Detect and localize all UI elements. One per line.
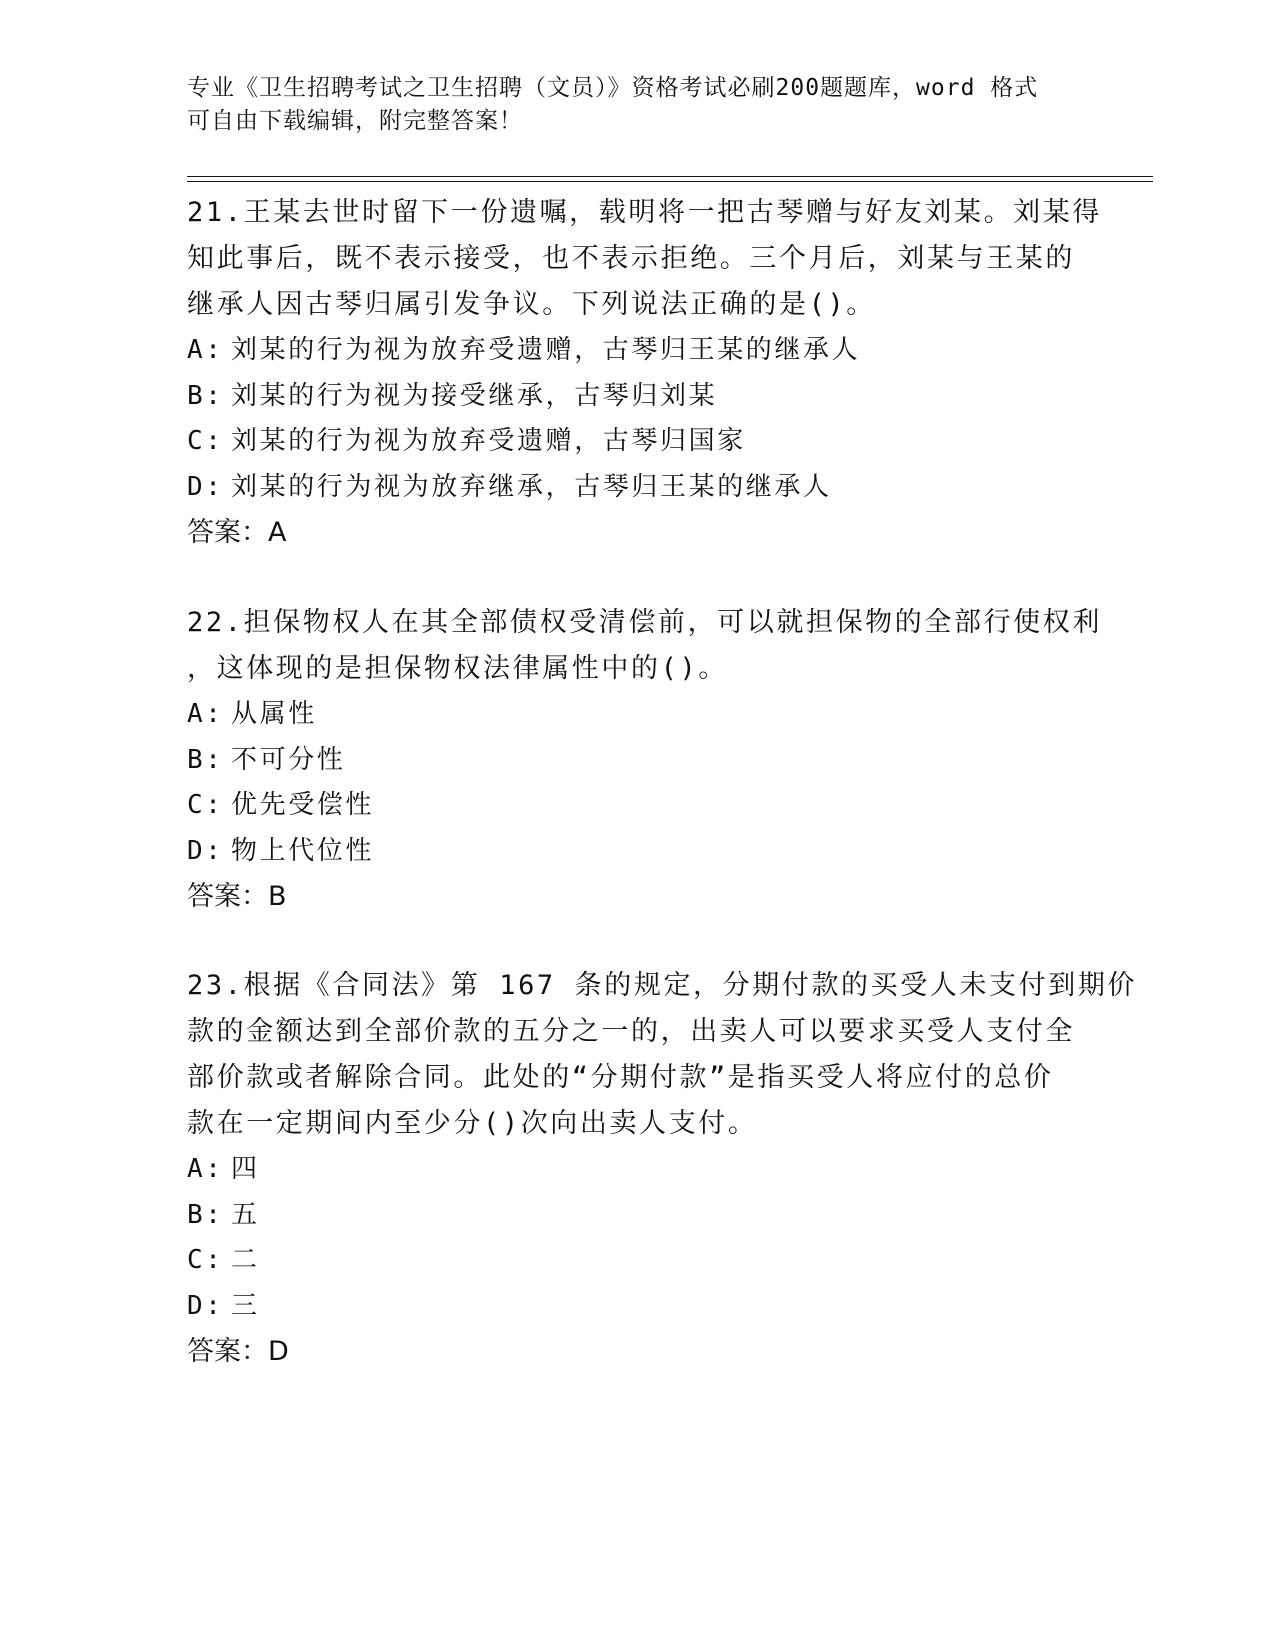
question-stem-line: 款在一定期间内至少分()次向出卖人支付。 — [187, 1108, 758, 1139]
option-text: 四 — [231, 1154, 260, 1184]
question-stem-line: 知此事后，既不表示接受，也不表示拒绝。三个月后，刘某与王某的 — [187, 243, 1075, 274]
option-c — [187, 1238, 1087, 1284]
option-key: C: — [187, 790, 224, 820]
question-stem-line: ，这体现的是担保物权法律属性中的()。 — [187, 653, 728, 684]
option-a — [187, 328, 1087, 374]
question-21 — [187, 190, 1102, 556]
option-a — [187, 1147, 1087, 1193]
option-key: C: — [187, 1245, 224, 1275]
header-divider-bottom — [187, 181, 1153, 182]
option-b — [187, 374, 1087, 420]
option-key: D: — [187, 1290, 224, 1321]
option-key: B: — [187, 744, 224, 775]
option-d — [187, 1284, 1087, 1330]
option-key: D: — [187, 471, 224, 502]
option-key: A: — [187, 699, 224, 729]
question-22 — [187, 600, 1102, 920]
question-stem-line: 款的金额达到全部价款的五分之一的，出卖人可以要求买受人支付全 — [187, 1016, 1075, 1047]
option-text: 二 — [231, 1245, 260, 1275]
option-text: 从属性 — [231, 699, 317, 729]
question-stem-line: 21.王某去世时留下一份遗嘱，载明将一把古琴赠与好友刘某。刘某得 — [187, 197, 1102, 228]
option-text: 优先受偿性 — [231, 790, 375, 820]
header-title-line-1: 专业《卫生招聘考试之卫生招聘（文员）》资格考试必刷200题题库，word 格式 — [187, 75, 1039, 101]
option-key: A: — [187, 1154, 224, 1184]
option-d — [187, 829, 1087, 875]
option-text: 物上代位性 — [231, 835, 375, 866]
option-text: 三 — [231, 1290, 260, 1321]
option-c — [187, 783, 1087, 829]
answer-label: 答案：B — [187, 881, 287, 912]
option-key: B: — [187, 1199, 224, 1230]
answer-label: 答案：A — [187, 517, 287, 548]
option-key: C: — [187, 426, 224, 456]
header-divider-top — [187, 176, 1153, 177]
question-stem-line: 继承人因古琴归属引发争议。下列说法正确的是()。 — [187, 289, 876, 320]
question-23 — [187, 963, 1138, 1375]
option-text: 刘某的行为视为放弃继承，古琴归王某的继承人 — [231, 471, 832, 502]
header-title-line-2: 可自由下载编辑，附完整答案！ — [187, 108, 523, 134]
option-a — [187, 692, 1087, 738]
option-text: 五 — [231, 1199, 260, 1230]
option-c — [187, 419, 1087, 465]
question-stem-line: 22.担保物权人在其全部债权受清偿前，可以就担保物的全部行使权利 — [187, 607, 1102, 638]
option-key: A: — [187, 335, 224, 365]
question-stem-line: 部价款或者解除合同。此处的“分期付款”是指买受人将应付的总价 — [187, 1062, 1054, 1093]
option-b — [187, 738, 1087, 784]
option-text: 刘某的行为视为放弃受遗赠，古琴归王某的继承人 — [231, 335, 861, 365]
option-text: 不可分性 — [231, 744, 346, 775]
option-key: D: — [187, 835, 224, 866]
option-b — [187, 1193, 1087, 1239]
document-header — [187, 72, 1087, 138]
option-d — [187, 465, 1087, 511]
option-key: B: — [187, 380, 224, 411]
question-stem-line: 23.根据《合同法》第 167 条的规定，分期付款的买受人未支付到期价 — [187, 970, 1138, 1001]
option-text: 刘某的行为视为接受继承，古琴归刘某 — [231, 380, 718, 411]
answer-label: 答案：D — [187, 1336, 289, 1367]
option-text: 刘某的行为视为放弃受遗赠，古琴归国家 — [231, 426, 746, 456]
